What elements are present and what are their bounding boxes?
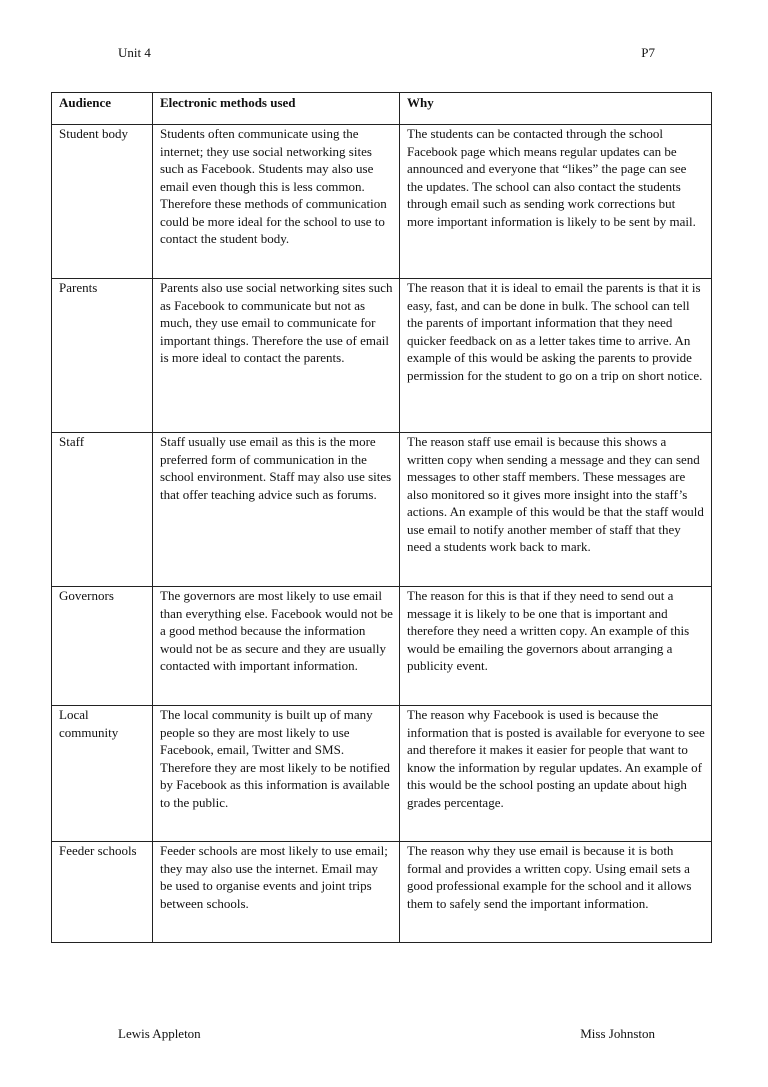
table-row <box>52 279 712 433</box>
table-row <box>52 433 712 587</box>
footer-author: Lewis Appleton <box>118 1026 201 1041</box>
why-cell: The reason staff use email is because this shows a written copy when sending a message and they can send messages to other staff members. These messages are also monitored so it gives more insight into the staff’s actions. An example of this would be that the staff would use email to notify another member of staff that they need a students work back to mark. <box>400 433 712 587</box>
why-cell: The reason for this is that if they need to send out a message it is likely to be one that is important and therefore they need a written copy. An example of this would be emailing the governors about arranging a publicity event. <box>400 587 712 706</box>
why-cell: The reason why Facebook is used is because the information that is posted is available for everyone to see and therefore it makes it easier for people that want to know the information by regular updates. An example of this would be the school posting an update about high grades percentage. <box>400 706 712 842</box>
table-header-row <box>52 93 712 125</box>
header-unit: Unit 4 <box>118 45 151 60</box>
audience-cell: Staff <box>52 433 153 587</box>
footer-teacher: Miss Johnston <box>580 1026 655 1041</box>
column-header-why: Why <box>400 93 712 125</box>
audience-cell: Local community <box>52 706 153 842</box>
table-row <box>52 706 712 842</box>
methods-cell: Students often communicate using the internet; they use social networking sites such as Facebook. Students may also use email even though this is less common. Therefore these methods of communication could be more ideal for the school to use to contact the student body. <box>153 125 400 279</box>
why-cell: The reason why they use email is because it is both formal and provides a written copy. Using email sets a good professional example for the school and it allows them to safely send the important information. <box>400 842 712 943</box>
methods-cell: Feeder schools are most likely to use email; they may also use the internet. Email may be used to organise events and joint trips between schools. <box>153 842 400 943</box>
methods-cell: The local community is built up of many people so they are most likely to use Facebook, email, Twitter and SMS. Therefore they are most likely to be notified by Facebook as this information is available to the public. <box>153 706 400 842</box>
why-cell: The reason that it is ideal to email the parents is that it is easy, fast, and can be done in bulk. The school can tell the parents of important information that they need quicker feedback on as a letter takes time to arrive. An example of this would be asking the parents to provide permission for the student to go on a trip on short notice. <box>400 279 712 433</box>
why-cell: The students can be contacted through the school Facebook page which means regular updates can be announced and everyone that “likes” the page can see the updates. The school can also contact the students through email such as sending work corrections but more important information is likely to be sent by mail. <box>400 125 712 279</box>
audience-cell: Student body <box>52 125 153 279</box>
audience-methods-table <box>51 92 712 943</box>
table-row <box>52 842 712 943</box>
audience-cell: Feeder schools <box>52 842 153 943</box>
column-header-audience: Audience <box>52 93 153 125</box>
methods-cell: Parents also use social networking sites such as Facebook to communicate but not as much, they use email to communicate for important things. Therefore the use of email is more ideal to contact the parents. <box>153 279 400 433</box>
column-header-methods: Electronic methods used <box>153 93 400 125</box>
table-row <box>52 587 712 706</box>
audience-cell: Governors <box>52 587 153 706</box>
audience-cell: Parents <box>52 279 153 433</box>
header-page-code: P7 <box>641 45 655 60</box>
methods-cell: The governors are most likely to use email than everything else. Facebook would not be a good method because the information would not be as secure and they are usually contacted with important information. <box>153 587 400 706</box>
methods-cell: Staff usually use email as this is the more preferred form of communication in the school environment. Staff may also use sites that offer teaching advice such as forums. <box>153 433 400 587</box>
table-row <box>52 125 712 279</box>
